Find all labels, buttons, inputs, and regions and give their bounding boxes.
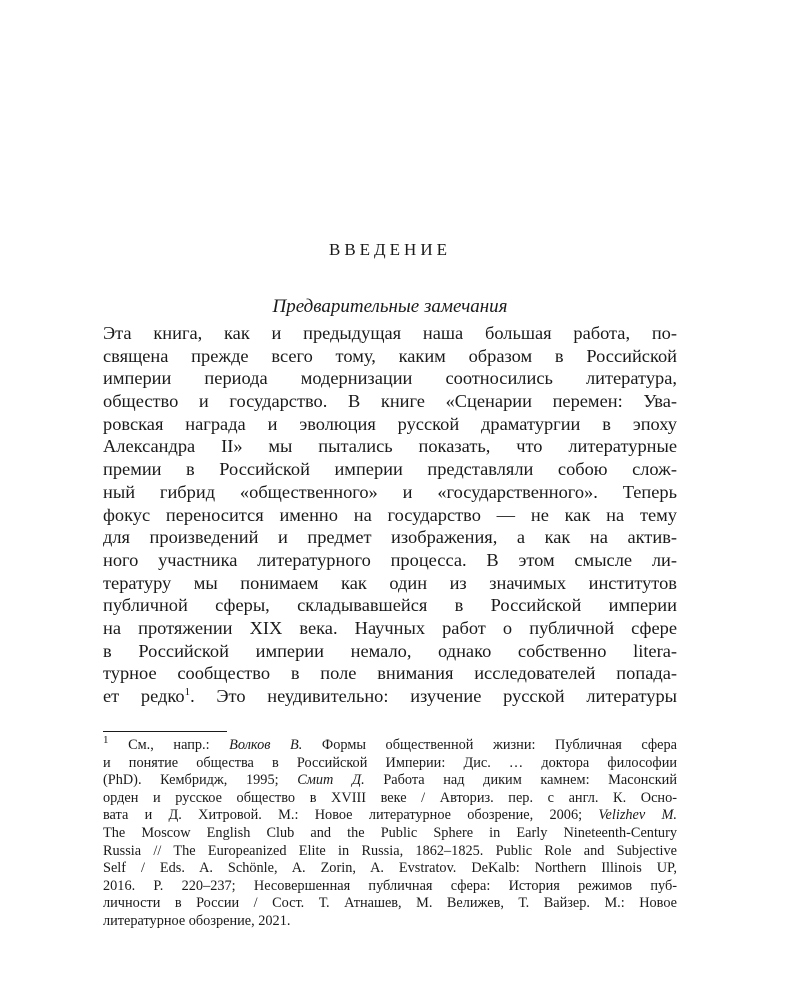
body-line: ного участника литературного процесса. В этом смысле ли- xyxy=(103,549,677,570)
footnote-text: The Moscow English Club and the Public Sphere in Early Nineteenth-Century xyxy=(103,824,677,841)
footnote xyxy=(103,734,678,931)
footnote-author: Смит Д. xyxy=(297,772,365,789)
footnote-marker: 1 xyxy=(103,734,109,747)
footnote-text: См., напр.: xyxy=(108,737,230,753)
footnote-text: (PhD). Кембридж, 1995; xyxy=(103,772,298,789)
footnote-line xyxy=(103,878,677,896)
body-line: Александра II» мы пытались показать, что литературные xyxy=(103,436,677,457)
body-paragraph xyxy=(103,322,677,708)
footnote-line xyxy=(103,913,677,931)
footnote-line xyxy=(103,825,677,843)
body-line: в Российской империи немало, однако собственно litera- xyxy=(103,640,677,661)
footnote-text: Работа над диким камнем: Масонский xyxy=(364,772,677,789)
body-line: премии в Российской империи представляли собою слож- xyxy=(103,459,677,480)
footnote-author: Волков В. xyxy=(229,737,303,753)
body-line: священа прежде всего тому, каким образом в Российской xyxy=(103,345,677,366)
footnote-text: вата и Д. Хитровой. М.: Новое литературное обозрение, 2006; xyxy=(103,807,599,824)
body-line: публичной сферы, складывавшейся в Российской империи xyxy=(103,595,677,616)
body-line: ровская награда и эволюция русской драматургии в эпоху xyxy=(103,413,677,434)
footnote-divider xyxy=(103,731,227,732)
footnote-line xyxy=(103,843,677,861)
footnote-text: Формы общественной жизни: Публичная сфера xyxy=(302,737,678,753)
footnote-text: Russia // The Europeanized Elite in Russia, 1862–1825. Public Role and Subjective xyxy=(103,842,677,859)
footnote-line xyxy=(103,734,678,755)
body-text-fragment: . Это неудивительно: изучение русской литературы xyxy=(190,686,677,706)
chapter-title: ВВЕДЕНИЕ xyxy=(329,240,451,259)
body-line: турное сообщество в поле внимания исследователей попада- xyxy=(103,663,677,684)
footnote-line xyxy=(103,895,677,913)
body-line: ный гибрид «общественного» и «государственного». Теперь xyxy=(103,481,677,502)
footnote-text: Self / Eds. A. Schönle, A. Zorin, A. Evstratov. DeKalb: Northern Illinois UP, xyxy=(103,860,677,877)
body-line: фокус переносится именно на государство — не как на тему xyxy=(103,504,677,525)
footnote-line xyxy=(103,807,677,825)
footnote-text: и понятие общества в Российской Империи: Дис. … доктора философии xyxy=(103,754,677,771)
footnote-author: Velizhev M. xyxy=(598,807,677,824)
footnote-line xyxy=(103,860,677,878)
body-line: тературу мы понимаем как один из значимых институтов xyxy=(103,572,677,593)
footnote-text: 2016. P. 220–237; Несовершенная публичная сфера: История режимов пуб- xyxy=(103,877,677,894)
footnote-line xyxy=(103,755,677,773)
footnote-text: литературное обозрение, 2021. xyxy=(103,912,291,929)
body-line: общество и государство. В книге «Сценарии перемен: Ува- xyxy=(103,391,677,412)
body-line: для произведений и предмет изображения, а как на актив- xyxy=(103,527,677,548)
body-line-with-footnote-ref xyxy=(103,685,677,708)
body-text-fragment: ет редко xyxy=(103,686,185,706)
footnote-line xyxy=(103,790,677,808)
body-line: империи периода модернизации соотносились литература, xyxy=(103,368,677,389)
footnote-text: орден и русское общество в XVIII веке / Авториз. пер. с англ. К. Осно- xyxy=(103,789,677,806)
book-page xyxy=(103,0,677,1000)
footnote-text: личности в России / Сост. Т. Атнашев, М. Велижев, Т. Вайзер. М.: Новое xyxy=(103,895,677,912)
body-line: на протяжении XIX века. Научных работ о публичной сфере xyxy=(103,617,677,638)
body-line: Эта книга, как и предыдущая наша большая работа, по- xyxy=(103,323,677,343)
footnote-reference[interactable]: 1 xyxy=(184,685,191,698)
section-title: Предварительные замечания xyxy=(272,296,508,317)
footnote-line xyxy=(103,772,677,790)
